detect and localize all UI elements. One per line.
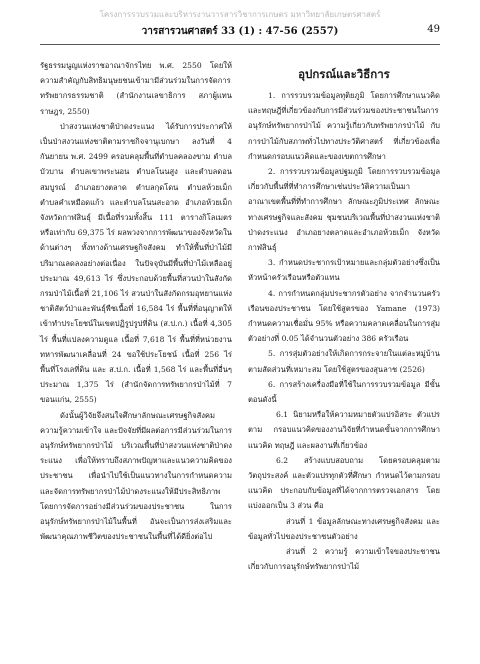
section-title: อุปกรณ์และวิธีการ xyxy=(298,67,390,81)
paragraph: 6. การสร้างเครื่องมือที่ใช้ในการรวบรวมข้อมูล มีขั้นตอนดังนี้ xyxy=(248,379,440,405)
paragraph: ส่วนที่ 1 ข้อมูลลักษณะทางเศรษฐกิจสังคม และข้อมูลทั่วไปของประชาชนตัวอย่าง xyxy=(248,516,440,541)
paragraph: ส่วนที่ 2 ความรู้ ความเข้าใจของประชาชนเกี่ยวกับการอนุรักษ์ทรัพยากรป่าไม้ xyxy=(248,547,440,572)
paragraph: ดังนั้นผู้วิจัยจึงสนใจศึกษาลักษณะเศรษฐกิจสังคม ความรู้ความเข้าใจ และปัจจัยที่มีผลต่อการมีส่วนร่วมในการอนุรักษ์ทรัพยากรป่าไม้ บริเวณพื้นที่ป่าสงวนแห่งชาติป่าดงระแนง เพื่อให้ทราบถึงสภาพปัญหาและแนวความคิดของประชาชน เพื่อนำไปใช้เป็นแนวทางในการกำหนดความและจัดการทรัพยากรป่าไม้ป่าดงระแนงให้มีประสิทธิภาพ โดยการจัดการอย่างมีส่วนร่วมของประชาชน ในการอนุรักษ์ทรัพยากรป่าไม้ในพื้นที่ อันจะเป็นการส่งเสริมและพัฒนาคุณภาพชีวิตของประชาชนในพื้นที่ได้ดียิ่งต่อไป xyxy=(40,410,232,542)
paragraph: 5. การสุ่มตัวอย่างให้เกิดการกระจายในแต่ละหมู่บ้านตามสัดส่วนที่เหมาะสม โดยใช้สูตรของสุนลาช (2526) xyxy=(248,349,440,374)
journal-citation: วารสารวนศาสตร์ 33 (1) : 47-56 (2557) xyxy=(141,26,339,37)
right-column xyxy=(248,58,440,575)
left-column xyxy=(40,58,232,545)
paragraph: 1. การรวบรวมข้อมูลทุติยภูมิ โดยการศึกษาแนวคิดและทฤษฎีที่เกี่ยวข้องกับการมีส่วนร่วมของประชาชนในการอนุรักษ์ทรัพยากรป่าไม้ ความรู้เกี่ยวกับทรัพยากรป่าไม้ กับการป่าไม้กับสภาพทั่วไปทางประวัติศาสตร์ ที่เกี่ยวข้องเพื่อกำหนดกรอบแนวคิดและของเขตการศึกษา xyxy=(248,91,440,161)
page-number: 49 xyxy=(427,24,440,35)
paragraph: 2. การรวบรวมข้อมูลปฐมภูมิ โดยการรวบรวมข้อมูลเกี่ยวกับพื้นที่ที่ทำการศึกษาเช่นประวัติความเป็นมา อาณาเขตพื้นที่ที่ทำการศึกษา ลักษณะภูมิประเทศ ลักษณะทางเศรษฐกิจและสังคม ชุมชนบริเวณพื้นที่ป่าสงวนแห่งชาติป่าดงระแนง อำเภอยางตลาดและอำเภอห้วยเม็ก จังหวัดกาฬสินธุ์ xyxy=(248,167,440,253)
paragraph: รัฐธรรมนูญแห่งราชอาณาจักรไทย พ.ศ. 2550 โดยให้ความสำคัญกับสิทธิมนุษยชนเข้ามามีส่วนร่วมในการจัดการทรัพยากรธรรมชาติ (สำนักงานเลขาธิการ สภาผู้แทนราษฎร, 2550) xyxy=(40,61,232,116)
paragraph: 6.1 นิยามหรือให้ความหมายตัวแปรอิสระ ตัวแปรตาม กรอบแนวคิดของงานวิจัยที่กำหนดขั้นจากการศึกษาแนวคิด ทฤษฎี และผลงานที่เกี่ยวข้อง xyxy=(248,410,440,450)
paragraph: 6.2 สร้างแบบสอบถาม โดยครอบคลุมตามวัตถุประสงค์ และตัวแปรทุกตัวที่ศึกษา กำหนดไว้ตามกรอบแนวคิด ประกอบกับข้อมูลที่ได้จากการตรวจเอกสาร โดยแบ่งออกเป็น 3 ส่วน คือ xyxy=(248,455,440,511)
page-header xyxy=(0,0,480,50)
paragraph: ป่าสงวนแห่งชาติป่าดงระแนง ได้รับการประกาศให้เป็นป่าสงวนแห่งชาติตามราชกิจจานุเบกษา ลงวันที่ 4 กันยายน พ.ศ. 2499 ครอบคลุมพื้นที่ตำบลคลองขาม ตำบลบัวบาน ตำบลเขาพระนอน ตำบลโนนสูง และตำบลดอนสมบูรณ์ อำเภอยางตลาด ตำบลกุดโดน ตำบลห้วยเม็ก ตำบลคำเหมือดแก้ว และตำบลโนนสะอาด อำเภอห้วยเม็ก จังหวัดกาฬสินธุ์ มีเนื้อที่รวมทั้งสิ้น 111 ตารางกิโลเมตร หรือเท่ากับ 69,375 ไร่ ผลพวงจากการพัฒนาของจังหวัดในด้านต่างๆ ทั้งทางด้านเศรษฐกิจสังคม ทำให้พื้นที่ป่าไม้มีปริมาณลดลงอย่างต่อเนื่อง ในปัจจุบันมีพื้นที่ป่าไม้เหลืออยู่ประมาณ 49,613 ไร่ ซึ่งประกอบด้วยพื้นที่สวนป่าในสังกัดกรมป่าไม้เนื้อที่ 21,106 ไร่ สวนป่าในสังกัดกรมอุทยานแห่งชาติสัตว์ป่าและพันธุ์พืชเนื้อที่ 16,584 ไร่ พื้นที่ที่อนุญาตให้เข้าทำประโยชน์ในเขตปฏิรูปรูปที่ดิน (ส.ป.ก.) เนื้อที่ 4,305 ไร่ พื้นที่แปลงความดูแล เนื้อที่ 7,618 ไร่ พื้นที่ที่หน่วยงานทหารพัฒนาเคลื่อนที่ 24 ขอใช้ประโยชน์ เนื้อที่ 256 ไร่ พื้นที่โรงเลที่ดิน และ ส.ป.ก. เนื้อที่ 1,568 ไร่ และพื้นที่อื่นๆ ประมาณ 1,375 ไร่ (สำนักจัดการทรัพยากรป่าไม้ที่ 7 ขอนแก่น, 2555) xyxy=(40,121,232,405)
header-divider xyxy=(40,44,440,45)
paragraph: 3. กำหนดประชากรเป้าหมายและกลุ่มตัวอย่างซึ่งเป็นหัวหน้าครัวเรือนหรือตัวแทน xyxy=(248,258,440,283)
header-watermark: โครงการรวบรวมและบริหารงานวารสารวิชาการเกษตร มหาวิทยาลัยเกษตรศาสตร์ xyxy=(99,10,381,19)
paragraph: 4. การกำหนดกลุ่มประชากรตัวอย่าง จากจำนวนครัวเรือนของประชาชน โดยใช้สูตรของ Yamane (1973) กำหนดความเชื่อมั่น 95% หรือความคลาดเคลื่อนในการสุ่มตัวอย่างที่ 0.05 ได้จำนวนตัวอย่าง 386 ครัวเรือน xyxy=(248,288,440,344)
